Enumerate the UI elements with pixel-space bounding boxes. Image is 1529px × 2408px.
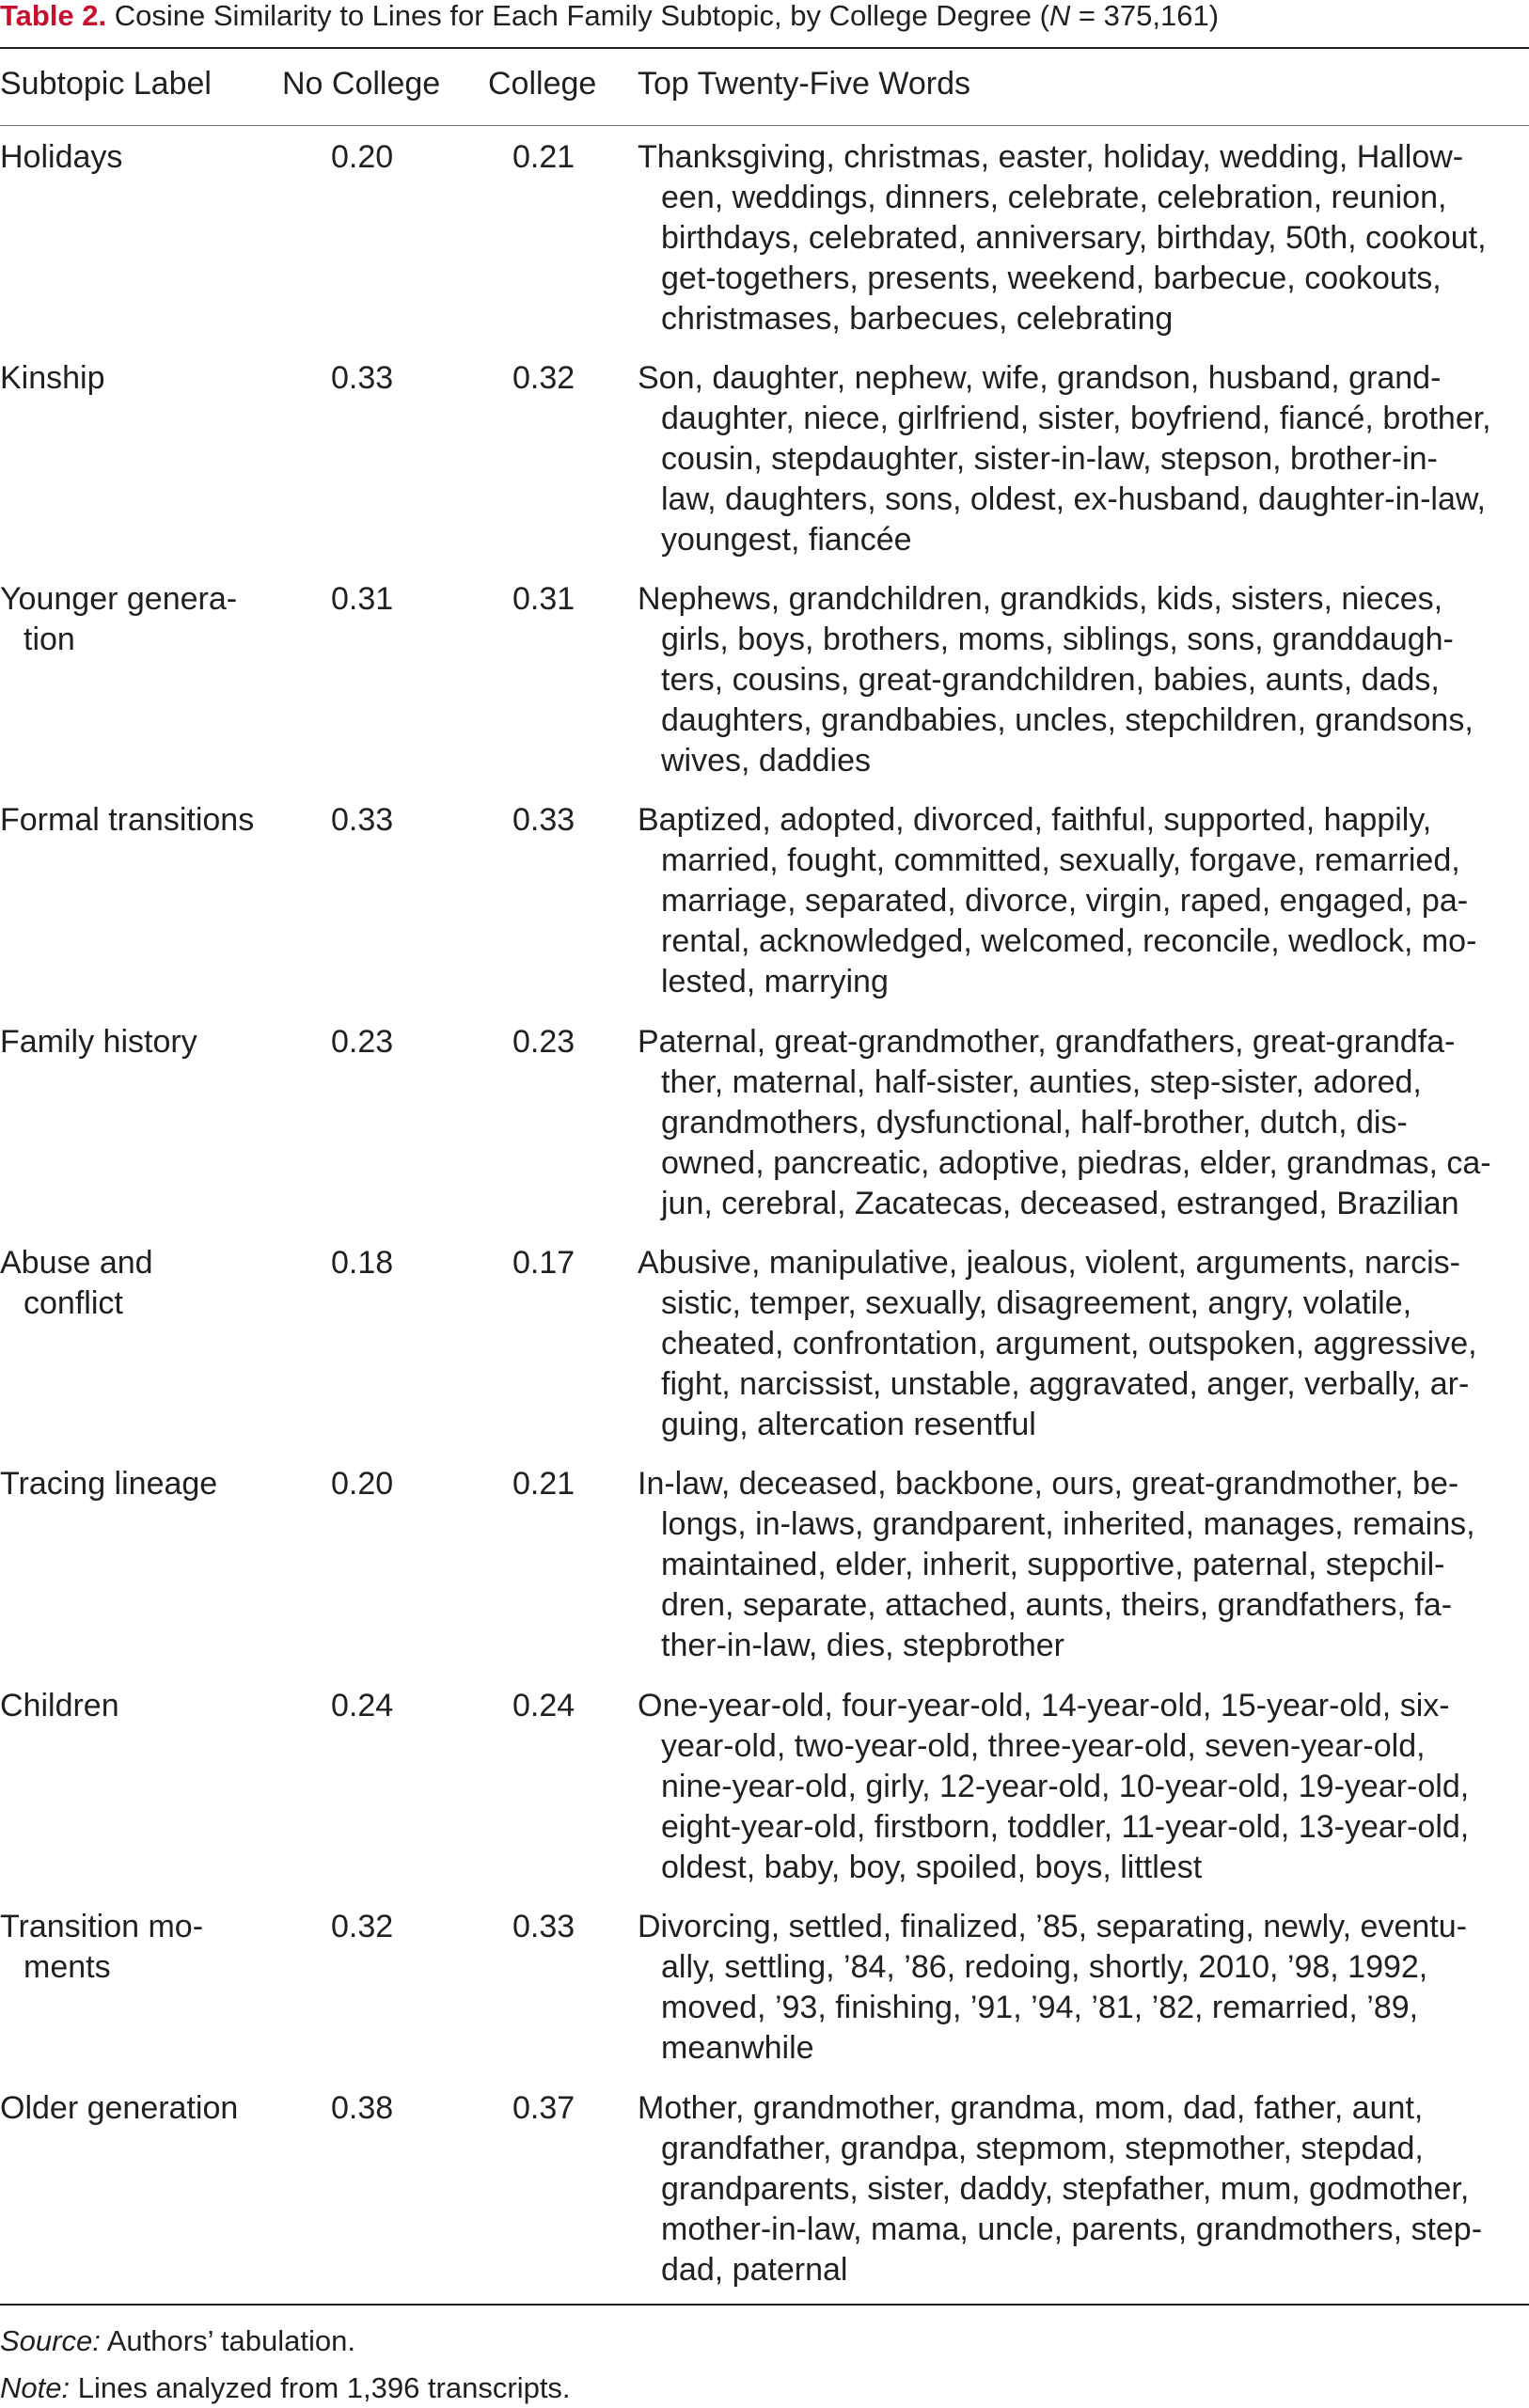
top-words-line: ther, maternal, half-sister, aunties, step-sister, adored,: [661, 1064, 1422, 1100]
top-words-line: eight-year-old, firstborn, toddler, 11-year-old, 13-year-old,: [661, 1809, 1470, 1845]
subtopic-label-line: Tracing lineage: [0, 1466, 218, 1502]
top-words-line: marriage, separated, divorce, virgin, raped, engaged, pa-: [661, 883, 1469, 919]
college-value: 0.21: [512, 139, 575, 175]
college-value: 0.21: [512, 1466, 575, 1502]
no-college-value: 0.38: [331, 2090, 394, 2126]
top-words-cell: [638, 800, 1529, 1002]
college-value: 0.31: [512, 581, 575, 617]
top-words-line: meanwhile: [661, 2030, 814, 2066]
top-words-cell: [638, 1022, 1529, 1224]
college-value: 0.33: [512, 1909, 575, 1944]
header-top-words: Top Twenty-Five Words: [638, 66, 970, 102]
note-text: Lines analyzed from 1,396 transcripts.: [70, 2371, 571, 2404]
row-subtopic-label: [0, 1022, 273, 1062]
bottom-rule: [0, 2304, 1529, 2306]
header-no-college: No College: [282, 66, 441, 102]
table-note: [0, 2370, 571, 2406]
top-words-line: girls, boys, brothers, moms, siblings, sons, granddaugh-: [661, 622, 1454, 657]
header-rule: [0, 125, 1529, 126]
top-words-line: get-togethers, presents, weekend, barbecue, cookouts,: [661, 260, 1442, 296]
n-symbol: N: [1048, 0, 1071, 32]
top-words-cell: [638, 1464, 1529, 1666]
top-words-line: Divorcing, settled, finalized, ’85, separating, newly, eventu-: [638, 1909, 1467, 1944]
top-words-line: mother-in-law, mama, uncle, parents, grandmothers, step-: [661, 2211, 1483, 2247]
row-subtopic-label: [0, 358, 273, 399]
top-words-line: Mother, grandmother, grandma, mom, dad, father, aunt,: [638, 2090, 1424, 2126]
top-words-line: rental, acknowledged, welcomed, reconcile, wedlock, mo-: [661, 923, 1477, 959]
top-words-line: sistic, temper, sexually, disagreement, angry, volatile,: [661, 1285, 1412, 1321]
top-words-line: oldest, baby, boy, spoiled, boys, littlest: [661, 1849, 1203, 1885]
top-words-line: moved, ’93, finishing, ’91, ’94, ’81, ’82, remarried, ’89,: [661, 1990, 1419, 2025]
college-value: 0.17: [512, 1245, 575, 1281]
no-college-value: 0.20: [331, 139, 394, 175]
table-number: Table 2.: [0, 0, 107, 32]
college-value: 0.37: [512, 2090, 575, 2126]
top-words-line: lested, marrying: [661, 964, 889, 999]
top-words-line: longs, in-laws, grandparent, inherited, manages, remains,: [661, 1506, 1475, 1542]
top-words-line: maintained, elder, inherit, supportive, paternal, stepchil-: [661, 1547, 1445, 1582]
subtopic-label-line: Children: [0, 1688, 119, 1723]
top-words-line: Thanksgiving, christmas, easter, holiday, wedding, Hallow-: [638, 139, 1464, 175]
top-words-line: Nephews, grandchildren, grandkids, kids, sisters, nieces,: [638, 581, 1443, 617]
top-words-line: guing, altercation resentful: [661, 1407, 1036, 1442]
top-words-line: nine-year-old, girly, 12-year-old, 10-year-old, 19-year-old,: [661, 1769, 1470, 1804]
source-text: Authors’ tabulation.: [100, 2324, 355, 2357]
top-words-line: daughters, grandbabies, uncles, stepchildren, grandsons,: [661, 702, 1474, 738]
row-subtopic-label: [0, 1686, 273, 1726]
n-value: = 375,161): [1070, 0, 1220, 32]
table-title: Cosine Similarity to Lines for Each Family Subtopic, by College Degree (: [114, 0, 1049, 32]
subtopic-label-line: tion: [24, 622, 75, 657]
top-words-line: jun, cerebral, Zacatecas, deceased, estranged, Brazilian: [661, 1186, 1459, 1221]
subtopic-label-line: conflict: [24, 1285, 123, 1321]
no-college-value: 0.18: [331, 1245, 394, 1281]
college-value: 0.24: [512, 1688, 575, 1723]
table-source: [0, 2323, 355, 2359]
row-subtopic-label: [0, 1243, 273, 1324]
top-words-line: One-year-old, four-year-old, 14-year-old, 15-year-old, six-: [638, 1688, 1450, 1723]
top-words-line: birthdays, celebrated, anniversary, birthday, 50th, cookout,: [661, 220, 1487, 256]
top-words-cell: [638, 358, 1529, 560]
source-label: Source:: [0, 2324, 101, 2357]
no-college-value: 0.20: [331, 1466, 394, 1502]
top-words-line: law, daughters, sons, oldest, ex-husband, daughter-in-law,: [661, 481, 1486, 517]
college-value: 0.32: [512, 360, 575, 396]
header-subtopic-label: Subtopic Label: [0, 66, 212, 102]
top-words-line: cheated, confrontation, argument, outspoken, aggressive,: [661, 1326, 1477, 1361]
subtopic-label-line: Older generation: [0, 2090, 239, 2126]
top-words-cell: [638, 1907, 1529, 2069]
top-words-cell: [638, 2088, 1529, 2290]
subtopic-label-line: ments: [24, 1949, 111, 1985]
no-college-value: 0.33: [331, 360, 394, 396]
top-words-cell: [638, 1686, 1529, 1888]
top-words-line: cousin, stepdaughter, sister-in-law, stepson, brother-in-: [661, 441, 1438, 477]
top-words-line: In-law, deceased, backbone, ours, great-grandmother, be-: [638, 1466, 1459, 1502]
top-words-line: dad, paternal: [661, 2252, 848, 2288]
top-words-line: owned, pancreatic, adoptive, piedras, elder, grandmas, ca-: [661, 1145, 1491, 1181]
top-words-line: christmases, barbecues, celebrating: [661, 301, 1174, 337]
no-college-value: 0.31: [331, 581, 394, 617]
top-words-line: married, fought, committed, sexually, forgave, remarried,: [661, 842, 1460, 878]
top-words-line: ally, settling, ’84, ’86, redoing, shortly, 2010, ’98, 1992,: [661, 1949, 1428, 1985]
college-value: 0.23: [512, 1024, 575, 1060]
subtopic-label-line: Formal transitions: [0, 802, 255, 838]
top-words-line: ther-in-law, dies, stepbrother: [661, 1628, 1064, 1663]
row-subtopic-label: [0, 1464, 273, 1504]
table-caption: [0, 0, 1529, 41]
top-words-line: daughter, niece, girlfriend, sister, boyfriend, fiancé, brother,: [661, 401, 1491, 436]
top-words-line: Son, daughter, nephew, wife, grandson, husband, grand-: [638, 360, 1442, 396]
row-subtopic-label: [0, 579, 273, 660]
top-words-line: een, weddings, dinners, celebrate, celebration, reunion,: [661, 180, 1447, 215]
subtopic-label-line: Holidays: [0, 139, 123, 175]
top-words-line: grandmothers, dysfunctional, half-brother, dutch, dis-: [661, 1105, 1408, 1141]
top-words-line: ters, cousins, great-grandchildren, babies, aunts, dads,: [661, 662, 1440, 698]
subtopic-label-line: Kinship: [0, 360, 105, 396]
row-subtopic-label: [0, 1907, 273, 1988]
college-value: 0.33: [512, 802, 575, 838]
top-words-line: Paternal, great-grandmother, grandfathers, great-grandfa-: [638, 1024, 1456, 1060]
row-subtopic-label: [0, 137, 273, 178]
top-words-line: Abusive, manipulative, jealous, violent, arguments, narcis-: [638, 1245, 1460, 1281]
top-rule: [0, 47, 1529, 49]
top-words-line: youngest, fiancée: [661, 522, 912, 558]
no-college-value: 0.23: [331, 1024, 394, 1060]
subtopic-label-line: Younger genera-: [0, 581, 238, 617]
top-words-cell: [638, 137, 1529, 339]
no-college-value: 0.24: [331, 1688, 394, 1723]
top-words-cell: [638, 1243, 1529, 1445]
row-subtopic-label: [0, 2088, 273, 2129]
top-words-cell: [638, 579, 1529, 781]
top-words-line: grandparents, sister, daddy, stepfather, mum, godmother,: [661, 2171, 1470, 2207]
top-words-line: Baptized, adopted, divorced, faithful, supported, happily,: [638, 802, 1432, 838]
top-words-line: year-old, two-year-old, three-year-old, seven-year-old,: [661, 1728, 1426, 1764]
top-words-line: wives, daddies: [661, 743, 872, 779]
note-label: Note:: [0, 2371, 71, 2404]
row-subtopic-label: [0, 800, 273, 841]
subtopic-label-line: Family history: [0, 1024, 197, 1060]
no-college-value: 0.33: [331, 802, 394, 838]
top-words-line: fight, narcissist, unstable, aggravated, anger, verbally, ar-: [661, 1366, 1470, 1402]
top-words-line: grandfather, grandpa, stepmom, stepmother, stepdad,: [661, 2131, 1424, 2166]
no-college-value: 0.32: [331, 1909, 394, 1944]
subtopic-label-line: Abuse and: [0, 1245, 153, 1281]
subtopic-label-line: Transition mo-: [0, 1909, 204, 1944]
header-college: College: [488, 66, 597, 102]
top-words-line: dren, separate, attached, aunts, theirs, grandfathers, fa-: [661, 1587, 1453, 1623]
